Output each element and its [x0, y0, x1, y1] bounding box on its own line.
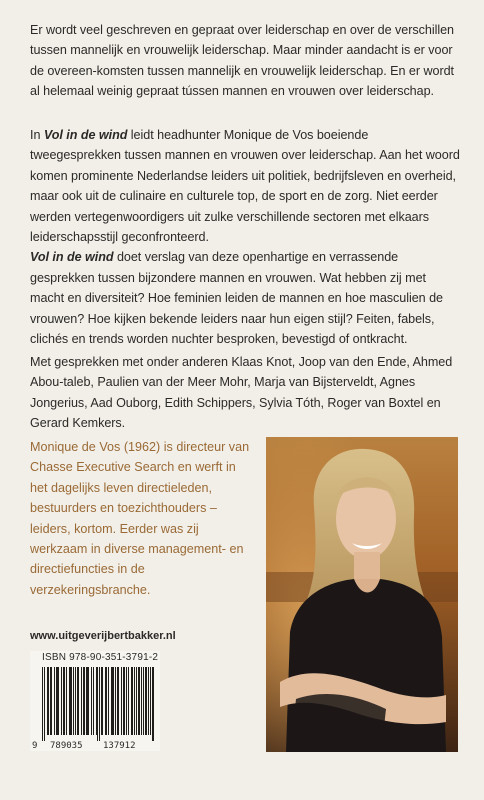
barcode-bar — [51, 667, 52, 735]
barcode-bar — [48, 667, 49, 735]
barcode-bar — [123, 667, 124, 735]
barcode-bar — [138, 667, 139, 735]
barcode-bar — [88, 667, 89, 735]
barcode-bar — [66, 667, 67, 735]
barcode-bar — [132, 667, 133, 735]
summary-text-2: doet verslag van deze openhartige en verrassende gesprekken tussen bijzondere mannen en vrouwen. Wat hebben zij met macht en diversiteit? Hoe feminien leiden de mannen en hoe masculien de vrouwen? Hoe kijken bekende leiders naar hun eigen stijl? Feiten, fabels, clichés en trends worden nuchter besproken, bevestigd of ontkracht. — [30, 250, 443, 347]
barcode-bar — [128, 667, 129, 735]
barcode-bar — [84, 667, 85, 735]
barcode-bar — [134, 667, 135, 735]
publisher-url: www.uitgeverijbertbakker.nl — [30, 630, 176, 642]
author-bio: Monique de Vos (1962) is directeur van Chasse Executive Search en werft in het dagelijks leven directieleden, bestuurders en toezichthouders – leiders, kortom. Eerder was zij werkzaam in diverse management- en directiefuncties in de verzekeringsbranche. — [30, 440, 250, 597]
barcode-bar — [70, 667, 71, 735]
book-title: Vol in de wind — [30, 250, 114, 265]
barcode-bar — [54, 667, 55, 735]
barcode-bar — [112, 667, 113, 735]
barcode-bar — [75, 667, 76, 735]
barcode-bar — [69, 667, 70, 735]
barcode-bar — [101, 667, 102, 735]
summary-in: In — [30, 128, 44, 142]
intro-paragraph: Er wordt veel geschreven en gepraat over leiderschap en over de verschillen tussen mannelijk en vrouwelijk leiderschap. Maar minder aandacht is er voor de overeen-komsten tussen mannelijk en vrouwelijk leiderschap. En er wordt al helemaal weinig gepraat tússen mannen en vrouwen over leiderschap. — [30, 23, 455, 99]
barcode-bar — [153, 667, 154, 741]
summary-text-1: leidt headhunter Monique de Vos boeiende tweegesprekken tussen mannen en vrouwen over leiderschap. Aan het woord komen prominente Nederlandse leiders uit politiek, bedrijfsleven en overheid, maar ook uit de culinaire en culturele top, de sport en de zorg. Niet eerder werden vertegenwoordigers uit zulke verschillende sectoren met elkaars leiderschapsstijl geconfronteerd. — [30, 128, 460, 245]
barcode-bar — [124, 667, 125, 735]
interviewees-paragraph: Met gesprekken met onder anderen Klaas Knot, Joop van den Ende, Ahmed Abou-taleb, Paulien van der Meer Mohr, Marja van Bijsterveldt, Agnes Jongerius, Aad Ouborg, Edith Schippers, Sylvia Tóth, Roger van Boxtel en Gerard Kemkers. — [30, 355, 453, 431]
barcode-bar — [97, 667, 98, 741]
barcode-bar — [47, 667, 48, 735]
barcode-bar — [126, 667, 127, 735]
barcode-bar — [145, 667, 146, 735]
barcode-bar — [106, 667, 107, 735]
barcode-bar — [141, 667, 142, 735]
barcode-bar — [73, 667, 74, 735]
barcode-bar — [50, 667, 51, 735]
barcode-bar — [111, 667, 112, 735]
barcode-bar — [56, 667, 57, 735]
barcode-bar — [91, 667, 92, 735]
barcode-bar — [148, 667, 149, 735]
barcode-bar — [136, 667, 137, 735]
barcode-bar — [146, 667, 147, 735]
barcode-bar — [113, 667, 114, 735]
barcode-bar — [139, 667, 140, 735]
barcode-bar — [61, 667, 62, 735]
barcode-bar — [81, 667, 82, 735]
barcode-bar — [108, 667, 109, 735]
isbn-number: ISBN 978-90-351-3791-2 — [42, 652, 159, 663]
barcode-bar — [78, 667, 79, 735]
barcode-bar — [118, 667, 119, 735]
barcode-bar — [96, 667, 97, 735]
barcode-bar — [58, 667, 59, 735]
barcode-bar — [57, 667, 58, 735]
barcode-bar — [143, 667, 144, 735]
barcode-bar — [150, 667, 151, 735]
barcode-bar — [44, 667, 45, 741]
barcode-image — [42, 667, 154, 741]
barcode-first-digit: 9 — [32, 741, 38, 751]
barcode-bar — [117, 667, 118, 735]
author-portrait-image — [266, 437, 458, 752]
summary-paragraph — [30, 125, 460, 349]
barcode-bar — [87, 667, 88, 735]
barcode-bar — [63, 667, 64, 735]
author-photo — [266, 437, 458, 752]
barcode-bar — [152, 667, 153, 741]
barcode-bar — [121, 667, 122, 735]
barcode-bar — [71, 667, 72, 735]
barcode-area — [30, 651, 160, 751]
barcode-left-digits: 789035 — [50, 741, 83, 751]
barcode-bar — [83, 667, 84, 735]
barcode-bar — [42, 667, 43, 741]
barcode-bar — [131, 667, 132, 735]
barcode-bar — [86, 667, 87, 735]
barcode-bar — [105, 667, 106, 735]
barcode-bar — [115, 667, 116, 735]
barcode-bar — [102, 667, 103, 735]
barcode-bar — [93, 667, 94, 735]
barcode-bar — [99, 667, 100, 741]
barcode-right-digits: 137912 — [103, 741, 136, 751]
barcode-bar — [77, 667, 78, 735]
book-title: Vol in de wind — [43, 128, 128, 142]
barcode-bar — [64, 667, 65, 735]
